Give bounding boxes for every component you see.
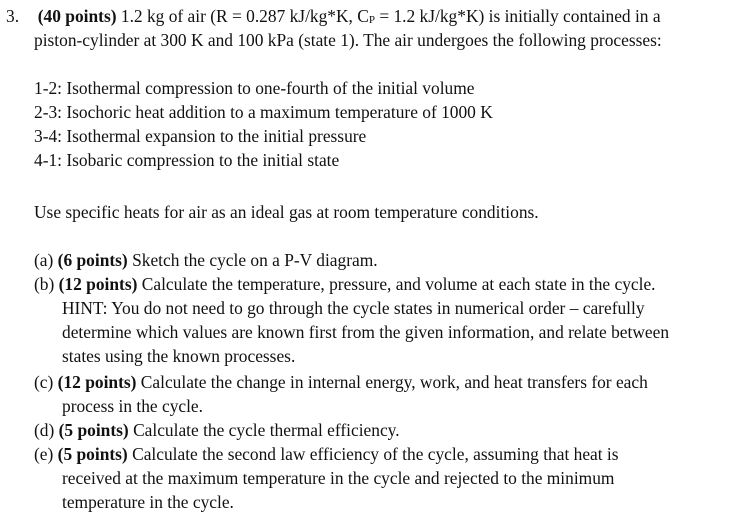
- process-item: 1-2: Isothermal compression to one-fourth of the initial volume: [34, 78, 475, 98]
- part-text: Calculate the change in internal energy, work, and heat transfers for each: [140, 372, 648, 392]
- part-points: (5 points): [58, 420, 129, 440]
- process-item: 3-4: Isothermal expansion to the initial pressure: [34, 126, 367, 146]
- part-points: (6 points): [57, 250, 128, 270]
- part-text-continued: states using the known processes.: [62, 346, 296, 366]
- process-item: 2-3: Isochoric heat addition to a maximum temperature of 1000 K: [34, 102, 493, 122]
- part-text: Calculate the second law efficiency of the cycle, assuming that heat is: [132, 444, 619, 464]
- problem-statement-line1-end: = 1.2 kJ/kg*K) is initially contained in a: [374, 6, 661, 26]
- problem-points: (40 points): [37, 6, 117, 26]
- part-d: [34, 418, 400, 442]
- part-text-continued: received at the maximum temperature in the cycle and rejected to the minimum: [62, 468, 615, 488]
- part-text-continued: HINT: You do not need to go through the cycle states in numerical order – carefully: [62, 298, 645, 318]
- cp-subscript: P: [368, 14, 375, 26]
- part-label: (c): [34, 372, 54, 392]
- part-text: Calculate the temperature, pressure, and volume at each state in the cycle.: [141, 274, 656, 294]
- problem-statement-line1: 1.2 kg of air (R = 0.287 kJ/kg*K, C: [120, 6, 369, 26]
- part-label: (d): [34, 420, 55, 440]
- part-label: (a): [34, 250, 54, 270]
- problem-statement-line2: piston-cylinder at 300 K and 100 kPa (state 1). The air undergoes the following processes:: [34, 30, 662, 50]
- part-label: (e): [34, 444, 54, 464]
- part-points: (5 points): [57, 444, 128, 464]
- part-b: [34, 272, 656, 296]
- part-c: [34, 370, 648, 394]
- part-text-continued: process in the cycle.: [62, 396, 204, 416]
- assumption-text: Use specific heats for air as an ideal gas at room temperature conditions.: [34, 202, 539, 222]
- process-item: 4-1: Isobaric compression to the initial state: [34, 150, 340, 170]
- part-text-continued: temperature in the cycle.: [62, 492, 234, 512]
- part-label: (b): [34, 274, 55, 294]
- part-text: Calculate the cycle thermal efficiency.: [133, 420, 400, 440]
- part-a: [34, 248, 378, 272]
- part-points: (12 points): [58, 274, 138, 294]
- part-text-continued: determine which values are known first from the given information, and relate between: [62, 322, 670, 342]
- part-text: Sketch the cycle on a P-V diagram.: [132, 250, 378, 270]
- problem-number: 3.: [6, 6, 20, 26]
- part-e: [34, 442, 619, 466]
- part-points: (12 points): [57, 372, 137, 392]
